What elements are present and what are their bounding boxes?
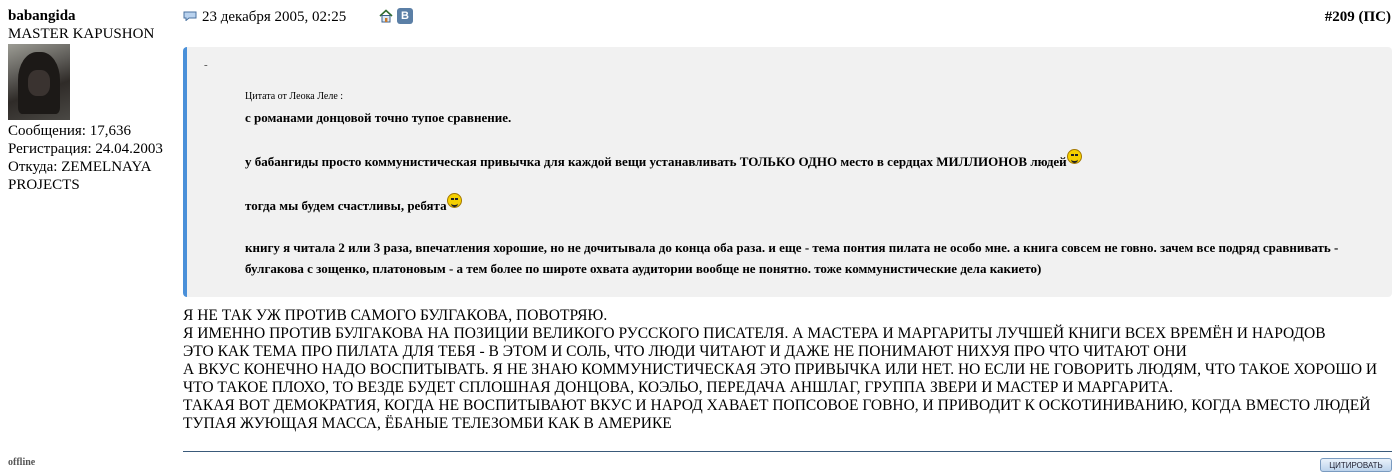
user-registered: Регистрация: 24.04.2003	[8, 141, 163, 157]
avatar-face-shape	[28, 70, 50, 96]
quote-author: Цитата от Леока Леле :	[245, 91, 344, 102]
quote-dash: -	[204, 59, 208, 71]
quote-line	[245, 193, 1355, 216]
message-line: Я НЕ ТАК УЖ ПРОТИВ САМОГО БУЛГАКОВА, ПОВОТРЯЮ.	[183, 307, 608, 324]
post-header	[183, 7, 1393, 29]
quote-line: книгу я читала 2 или 3 раза, впечатления хорошие, но не дочитывала до конца оба раза. и еще - тема понтия пилата не особо мне. а книга совсем не говно. зачем все подряд сравнивать - булгакова с зощенко, платоновым - а тем более по широте охвата аудитории вообще не понятно. тоже коммунистические дела какието)	[245, 240, 1339, 276]
username[interactable]: babangida	[8, 8, 76, 24]
user-location: Откуда: ZEMELNAYA PROJECTS	[8, 159, 151, 193]
quote-text	[245, 107, 1355, 279]
post-date: 23 декабря 2005, 02:25	[202, 9, 347, 25]
online-status: offline	[8, 457, 36, 468]
message-line: Я ИМЕННО ПРОТИВ БУЛГАКОВА НА ПОЗИЦИИ ВЕЛИКОГО РУССКОГО ПИСАТЕЛЯ. А МАСТЕРА И МАРГАРИТЫ ЛУЧШЕЙ КНИГИ ВСЕХ ВРЕМЁН И НАРОДОВ	[183, 325, 1326, 342]
avatar[interactable]	[8, 44, 70, 120]
post-message	[183, 307, 1393, 433]
message-line: А ВКУС КОНЕЧНО НАДО ВОСПИТЫВАТЬ. Я НЕ ЗНАЮ КОММУНИСТИЧЕСКАЯ ЭТО ПРИВЫЧКА ИЛИ НЕТ. НО ЕСЛИ НЕ ГОВОРИТЬ ЛЮДЯМ, ЧТО ТАКОЕ ХОРОШО И ЧТО ТАКОЕ ПЛОХО, ТО ВЕЗДЕ БУДЕТ СПЛОШНАЯ ДОНЦОВА, КОЭЛЬО, ПЕРЕДАЧА АНШЛАГ, ГРУППА ЗВЕРИ И МАСТЕР И МАРГАРИТА.	[183, 361, 1378, 396]
quote-button[interactable]: ЦИТИРОВАТЬ	[1320, 458, 1392, 472]
quote-line	[245, 149, 1355, 172]
home-icon[interactable]	[379, 9, 393, 23]
quote-line: с романами донцовой точно тупое сравнение.	[245, 110, 512, 125]
user-sidebar	[8, 7, 178, 194]
message-line: ЭТО КАК ТЕМА ПРО ПИЛАТА ДЛЯ ТЕБЯ - В ЭТОМ И СОЛЬ, ЧТО ЛЮДИ ЧИТАЮТ И ДАЖЕ НЕ ПОНИМАЮТ НИХУЯ ПРО ЧТО ЧИТАЮТ ОНИ	[183, 343, 1187, 360]
user-title: MASTER KAPUSHON	[8, 26, 155, 42]
quote-line-text: у бабангиды просто коммунистическая привычка для каждой вещи устанавливать ТОЛЬКО ОДНО место в сердцах МИЛЛИОНОВ людей	[245, 154, 1067, 169]
happy-smiley-icon	[447, 193, 462, 208]
message-line: ТАКАЯ ВОТ ДЕМОКРАТИЯ, КОГДА НЕ ВОСПИТЫВАЮТ ВКУС И НАРОД ХАВАЕТ ПОПСОВОЕ ГОВНО, И ПРИВОДИТ К ОСКОТИНИВАНИЮ, КОГДА ВМЕСТО ЛЮДЕЙ ТУПАЯ ЖУЮЩАЯ МАССА, ЁБАНЫЕ ТЕЛЕЗОМБИ КАК В АМЕРИКЕ	[183, 397, 1371, 432]
vk-icon[interactable]: В	[397, 8, 413, 24]
post-divider	[183, 451, 1392, 452]
quote-block	[183, 47, 1392, 297]
user-posts: Сообщения: 17,636	[8, 123, 131, 139]
post-number-link[interactable]: #209 (ПС)	[1324, 9, 1391, 25]
post-icon	[183, 11, 197, 21]
quote-line-text: тогда мы будем счастливы, ребята	[245, 198, 447, 213]
grin-smiley-icon	[1067, 149, 1082, 164]
